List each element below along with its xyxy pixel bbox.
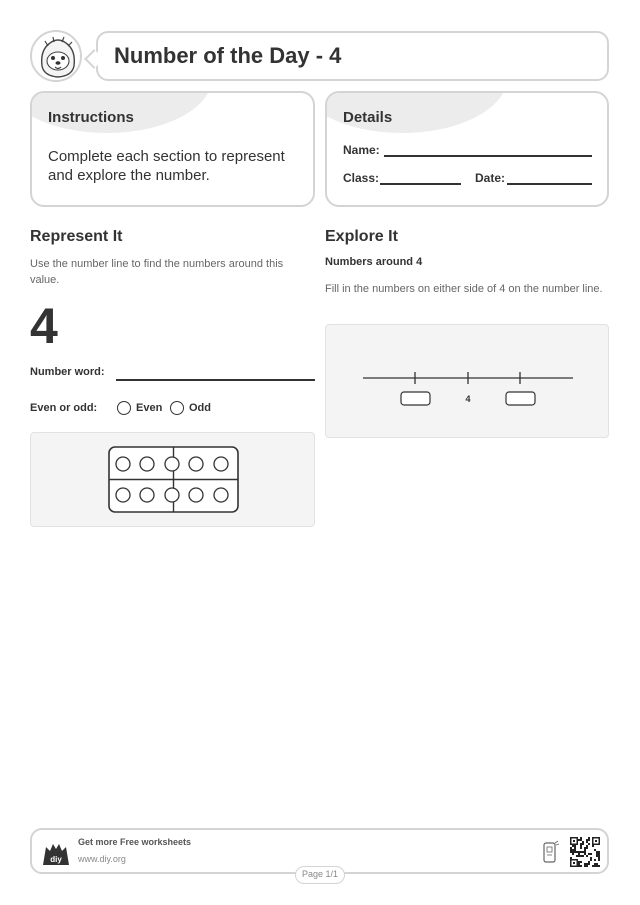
ten-frame-cell [165,488,179,502]
details-heading: Details [343,109,393,126]
page-number: Page 1/1 [295,866,345,884]
date-field[interactable] [507,183,592,185]
ten-frame-cell [189,457,203,471]
footer-promo: Get more Free worksheets [78,837,192,847]
ten-frame-panel [30,432,315,527]
number-line-panel [325,324,609,438]
explore-heading: Explore It [325,228,398,245]
ten-frame-cell [116,457,130,471]
ten-frame-cell [189,488,203,502]
odd-radio[interactable] [170,401,184,415]
right-answer-box[interactable] [506,392,535,405]
footer-url[interactable]: www.diy.org [78,854,126,864]
ten-frame-cell [140,488,154,502]
number-word-field[interactable] [116,379,315,381]
even-odd-label: Even or odd: [30,402,98,414]
name-field[interactable] [384,155,592,157]
number-of-the-day: 4 [30,298,58,354]
odd-option-label: Odd [189,402,211,414]
ten-frame-cell [116,488,130,502]
title-banner [96,31,609,81]
instructions-heading: Instructions [48,109,134,126]
even-option-label: Even [136,402,163,414]
yeti-mascot-icon [30,30,82,82]
date-label: Date: [475,171,506,185]
class-label: Class: [343,171,380,185]
ten-frame-cell [214,457,228,471]
explore-subheading: Numbers around 4 [325,256,423,268]
diy-logo-text: diy [50,855,62,864]
even-radio[interactable] [117,401,131,415]
name-label: Name: [343,143,380,157]
phone-scan-icon [542,840,560,864]
ten-frame [31,433,316,528]
ten-frame-cell [214,488,228,502]
class-field[interactable] [380,183,461,185]
ten-frame-cell [140,457,154,471]
page-title: Number of the Day - 4 [114,43,342,68]
details-card [325,91,609,207]
left-answer-box[interactable] [401,392,430,405]
represent-description: Use the number line to find the numbers around this value. [30,258,284,286]
instructions-card [30,91,315,207]
qr-code-icon[interactable] [570,837,600,867]
center-tick-label: 4 [465,394,471,404]
number-word-label: Number word: [30,366,105,378]
explore-description: Fill in the numbers on either side of 4 on the number line. [325,283,603,295]
represent-heading: Represent It [30,228,123,245]
instructions-text: Complete each section to represent and explore the number. [48,148,285,184]
ten-frame-cell [165,457,179,471]
diy-logo-icon [41,839,71,867]
number-line [326,325,610,439]
